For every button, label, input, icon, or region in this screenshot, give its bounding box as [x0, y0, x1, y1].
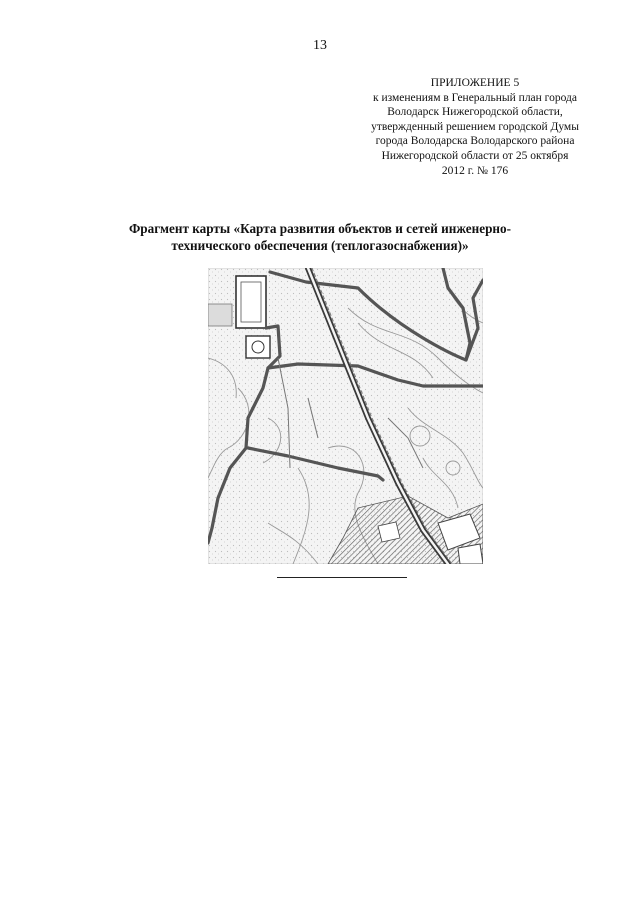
- page-number: 13: [313, 38, 327, 53]
- title-line: Фрагмент карты «Карта развития объектов и сетей инженерно-: [128, 221, 511, 236]
- appendix-line: к изменениям в Генеральный план города: [372, 91, 577, 104]
- appendix-line: города Володарска Володарского района: [375, 135, 575, 148]
- appendix-line: ПРИЛОЖЕНИЕ 5: [430, 77, 520, 89]
- appendix-block: [340, 76, 610, 178]
- title-line: технического обеспечения (теплогазоснабжения)»: [171, 238, 469, 253]
- map-fragment: [208, 268, 483, 564]
- appendix-line: утвержденный решением городской Думы: [371, 120, 579, 133]
- appendix-line: Володарск Нижегородской области,: [387, 106, 563, 119]
- document-title: [60, 220, 580, 254]
- map-image: [208, 268, 483, 564]
- appendix-line: Нижегородской области от 25 октября: [381, 149, 569, 162]
- separator-line: [277, 577, 407, 578]
- appendix-line: 2012 г. № 176: [441, 164, 509, 177]
